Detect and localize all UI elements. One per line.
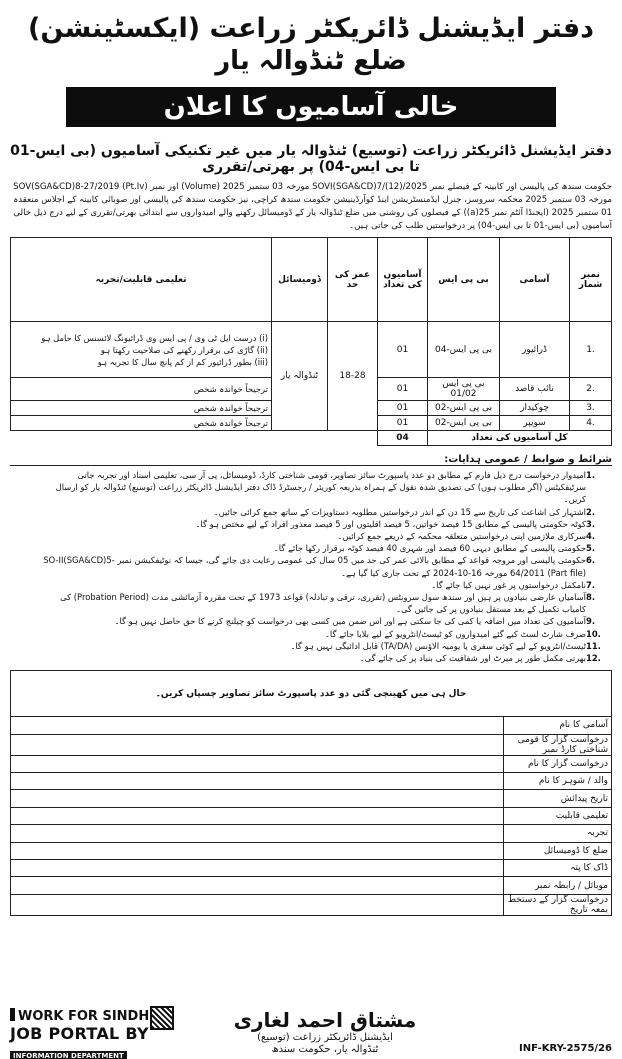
- row-qualification: ترجیحاً خواندہ شخص: [11, 401, 272, 416]
- signatory-designation: ایڈیشنل ڈائریکٹر زراعت (توسیع): [257, 1032, 393, 1043]
- col-header-qualification: تعلیمی قابلیت/تجربہ: [11, 238, 272, 322]
- form-field-label: ضلع کا ڈومیسائل: [504, 842, 612, 859]
- rule-text: کوٹہ حکومتی پالیسی کے مطابق 15 فیصد خواتین، 5 فیصد اقلیتوں اور 5 فیصد معذور افراد کے لیے مختص ہو گا۔: [195, 518, 586, 529]
- row-bps: بی پی ایس-02: [428, 401, 500, 416]
- form-field-label: ڈاک کا پتہ: [504, 859, 612, 876]
- row-post: سویپر: [500, 416, 570, 431]
- rule-number: 6.: [586, 555, 596, 566]
- rule-number: 8.: [586, 592, 596, 603]
- rule-text: صرف شارٹ لسٹ کیے گئے امیدواروں کو ٹیسٹ/انٹرویو کے لیے بلایا جائے گا۔: [325, 628, 586, 639]
- photo-instruction: حال ہی میں کھینچی گئی دو عدد پاسپورٹ سائز تصاویر چسپاں کریں۔: [11, 671, 612, 717]
- row-count: 01: [378, 416, 428, 431]
- form-row: [11, 825, 612, 842]
- rule-text: آسامیوں کی تعداد میں اضافہ یا کمی کی جا سکتی ہے اور اس ضمن میں کسی بھی درخواست کو چیلنج کرنے کا حق حاصل نہیں ہو گا۔: [114, 616, 586, 627]
- form-field-blank: [11, 877, 504, 894]
- rule-text: امیدوار درخواست درج ذیل فارم کے مطابق دو عدد پاسپورٹ سائز تصاویر، قومی شناختی کارڈ، ڈومیسائل، پی آر سی، تعلیمی اسناد اور تجربہ جاتی سرٹیفکیٹس (اگر مطلوب ہوں) کی تصدیق شدہ نقول کے ہمراہ بذریعہ کوریئر / رجسٹرڈ ڈاک دفتر ایڈیشنل ڈائریکٹر زراعت (توسیع) ٹنڈوالہ یار کو ارسال کریں۔: [55, 470, 586, 505]
- list-item: [10, 469, 612, 506]
- row-qualification: ترجیحاً خواندہ شخص: [11, 416, 272, 431]
- rules-list: [10, 469, 612, 664]
- rule-text: اشتہار کی اشاعت کی تاریخ سے 15 دن کے اندر درخواستیں مطلوبہ دستاویزات کے ساتھ جمع کرائی جائیں۔: [213, 506, 586, 517]
- form-field-label: تعلیمی قابلیت: [504, 807, 612, 824]
- form-field-blank: [11, 717, 504, 734]
- col-header-count: آسامیوں کی تعداد: [378, 238, 428, 322]
- rule-number: 5.: [586, 543, 596, 554]
- form-field-blank: [11, 842, 504, 859]
- total-row-spacer: [11, 431, 378, 446]
- row-count: 01: [378, 378, 428, 401]
- rule-number: 7.: [586, 579, 596, 590]
- list-item: [10, 615, 612, 627]
- rule-number: 4.: [586, 531, 596, 542]
- subheading: دفتر ایڈیشنل ڈائریکٹر زراعت (توسیع) ٹنڈوالہ یار میں غیر تکنیکی آسامیوں (بی ایس-01 تا بی ایس-04) پر بھرتی/تقرری: [10, 143, 612, 175]
- footer: [10, 1008, 612, 1059]
- form-row: [11, 807, 612, 824]
- intro-paragraph: حکومت سندھ کی پالیسی اور کابینہ کے فیصلے نمبر SOVI(SGA&CD)7/(12)/2025 مورخہ 03 ستمبر 2025 (Volume) اور نمبر SOV(SGA&CD)8-27/2019 (Pt.Iv) مورخہ 03 ستمبر 2025 محکمہ سروسز، جنرل ایڈمنسٹریشن اینڈ کوآرڈینیشن حکومت سندھ کراچی، نیز حکومت سندھ کی پالیسی اور صوبائی کابینہ کے اجلاس منعقدہ 01 ستمبر 2025 (ایجنڈا آئٹم نمبر 25(a)) کے فیصلوں کی روشنی میں ضلع ٹنڈوالہ یار کے ڈومیسائل رکھنے والے امیدواروں سے ابتدائی بھرتی/تقرری کے لیے درج ذیل خالی آسامیوں (بی ایس-01 تا بی ایس-04) پر درخواستیں طلب کی جاتی ہیں۔: [13, 182, 612, 231]
- rule-number: 9.: [586, 616, 596, 627]
- list-item: [10, 530, 612, 542]
- form-field-blank: [11, 807, 504, 824]
- form-field-blank: [11, 734, 504, 755]
- row-qualification: [11, 322, 272, 378]
- form-row: [11, 755, 612, 772]
- rule-number: 11.: [586, 640, 601, 651]
- form-row: [11, 894, 612, 915]
- col-header-post: آسامی: [500, 238, 570, 322]
- row-bps: بی پی ایس-02: [428, 416, 500, 431]
- qualification-line: (ii) گاڑی کی برقرار رکھنے کی صلاحیت رکھتا ہو: [100, 344, 268, 355]
- row-bps: بی پی ایس 01/02: [428, 378, 500, 401]
- total-label: کل آسامیوں کی تعداد: [428, 431, 612, 446]
- rules-title: شرائط و ضوابط / عمومی ہدایات:: [10, 454, 612, 466]
- form-field-blank: [11, 755, 504, 772]
- rule-text: حکومتی پالیسی کے مطابق دیہی 60 فیصد اور شہری 40 فیصد کوٹہ برقرار رکھا جائے گا۔: [273, 543, 586, 554]
- application-form: [10, 670, 612, 916]
- row-sno: 4.: [570, 416, 612, 431]
- rule-number: 12.: [586, 653, 601, 664]
- col-header-domicile: ڈومیسائل: [272, 238, 328, 322]
- form-field-blank: [11, 790, 504, 807]
- form-row: [11, 734, 612, 755]
- rule-text: نامکمل درخواستوں پر غور نہیں کیا جائے گا۔: [431, 579, 586, 590]
- qualification-line: (iii) بطور ڈرائیور کم از کم پانچ سال کا تجربہ ہو: [97, 356, 268, 367]
- qualification-line: (i) درست ایل ٹی وی / پی ایس وی ڈرائیونگ لائسنس کا حامل ہو: [41, 332, 268, 343]
- announcement-banner: خالی آسامیوں کا اعلان: [66, 87, 556, 127]
- form-photo-row: [11, 671, 612, 717]
- row-post: چوکیدار: [500, 401, 570, 416]
- rule-number: 10.: [586, 628, 601, 639]
- total-row: [11, 431, 612, 446]
- form-field-label: والد / شوہر کا نام: [504, 773, 612, 790]
- form-field-label: درخواست گزار کے دستخط بمعہ تاریخ: [504, 894, 612, 915]
- list-item: [10, 542, 612, 554]
- district-title: ضلع ٹنڈوالہ یار: [215, 46, 407, 76]
- form-row: [11, 842, 612, 859]
- form-row: [11, 790, 612, 807]
- signatory-name: مشتاق احمد لغاری: [233, 1008, 417, 1032]
- row-qualification: ترجیحاً خواندہ شخص: [11, 378, 272, 401]
- row-count: 01: [378, 322, 428, 378]
- row-age: 18-28: [328, 322, 378, 431]
- row-domicile: ٹنڈوالہ یار: [272, 322, 328, 431]
- col-header-age: عمر کی حد: [328, 238, 378, 322]
- work-for-sindh-logo: [10, 1008, 188, 1059]
- list-item: [10, 652, 612, 664]
- list-item: [10, 628, 612, 640]
- list-item: [10, 518, 612, 530]
- form-field-label: درخواست گزار کا نام: [504, 755, 612, 772]
- form-field-blank: [11, 859, 504, 876]
- row-post: نائب قاصد: [500, 378, 570, 401]
- rule-text: حکومتی پالیسی اور مروجہ قواعد کے مطابق بالائی عمر کی حد میں 05 سال کی عمومی رعایت دی جائے گی، جیسا کہ نوٹیفکیشن نمبر SO-II(SGA&CD)5-64/2011 (Part file) مورخہ 16-10-2024 کے تحت جاری کیا گیا ہے۔: [43, 555, 586, 578]
- list-item: [10, 640, 612, 652]
- row-sno: 1.: [570, 322, 612, 378]
- col-header-sno: نمبر شمار: [570, 238, 612, 322]
- form-field-blank: [11, 894, 504, 915]
- list-item: [10, 554, 612, 578]
- list-item: [10, 579, 612, 591]
- qr-code-icon: [150, 1006, 174, 1030]
- form-field-label: آسامی کا نام: [504, 717, 612, 734]
- form-field-blank: [11, 825, 504, 842]
- logo-line1: WORK FOR SINDH: [18, 1009, 150, 1024]
- form-row: [11, 877, 612, 894]
- rule-number: 1.: [586, 470, 596, 480]
- row-count: 01: [378, 401, 428, 416]
- form-field-label: تاریخ پیدائش: [504, 790, 612, 807]
- signatory-location: ٹنڈوالہ یار، حکومت سندھ: [271, 1044, 379, 1055]
- form-row: [11, 717, 612, 734]
- rule-text: سرکاری ملازمین اپنی درخواستیں متعلقہ محکمہ کے ذریعے جمع کرائیں۔: [337, 531, 586, 542]
- list-item: [10, 506, 612, 518]
- total-count: 04: [378, 431, 428, 446]
- row-sno: 3.: [570, 401, 612, 416]
- posts-table-header-row: [11, 238, 612, 322]
- list-item: [10, 591, 612, 615]
- logo-bar-icon: [10, 1008, 15, 1021]
- col-header-bps: بی پی ایس: [428, 238, 500, 322]
- row-sno: 2.: [570, 378, 612, 401]
- rule-text: بھرتی مکمل طور پر میرٹ اور شفافیت کی بنیاد پر کی جائے گی۔: [359, 653, 586, 664]
- posts-table: [10, 237, 612, 446]
- rule-number: 2.: [586, 506, 596, 517]
- form-field-label: تجربہ: [504, 825, 612, 842]
- rule-number: 3.: [586, 518, 596, 529]
- form-field-blank: [11, 773, 504, 790]
- row-post: ڈرائیور: [500, 322, 570, 378]
- form-field-label: موبائل / رابطہ نمبر: [504, 877, 612, 894]
- office-title: دفتر ایڈیشنل ڈائریکٹر زراعت (ایکسٹینشن): [28, 13, 594, 44]
- form-field-label: درخواست گزار کا قومی شناختی کارڈ نمبر: [504, 734, 612, 755]
- row-bps: بی پی ایس-04: [428, 322, 500, 378]
- form-row: [11, 773, 612, 790]
- signatory-block: [200, 1008, 450, 1056]
- logo-line2: JOB PORTAL BY: [10, 1024, 149, 1043]
- table-row: [11, 322, 612, 378]
- rule-text: آسامیاں عارضی بنیادوں پر ہیں اور سندھ سول سرونٹس (تقرری، ترقی و تبادلہ) قواعد 1973 کے تحت مقررہ آزمائشی مدت (Probation Period) کی کامیاب تکمیل کے بعد مستقل بنیادوں پر کی جائیں گی۔: [60, 592, 586, 615]
- reference-number: INF-KRY-2575/26: [519, 1043, 612, 1054]
- form-row: [11, 859, 612, 876]
- rule-text: ٹیسٹ/انٹرویو کے لیے کوئی سفری یا یومیہ الاؤنس (TA/DA) قابل ادائیگی نہیں ہو گا۔: [290, 640, 586, 651]
- logo-line3: INFORMATION DEPARTMENT: [10, 1051, 127, 1059]
